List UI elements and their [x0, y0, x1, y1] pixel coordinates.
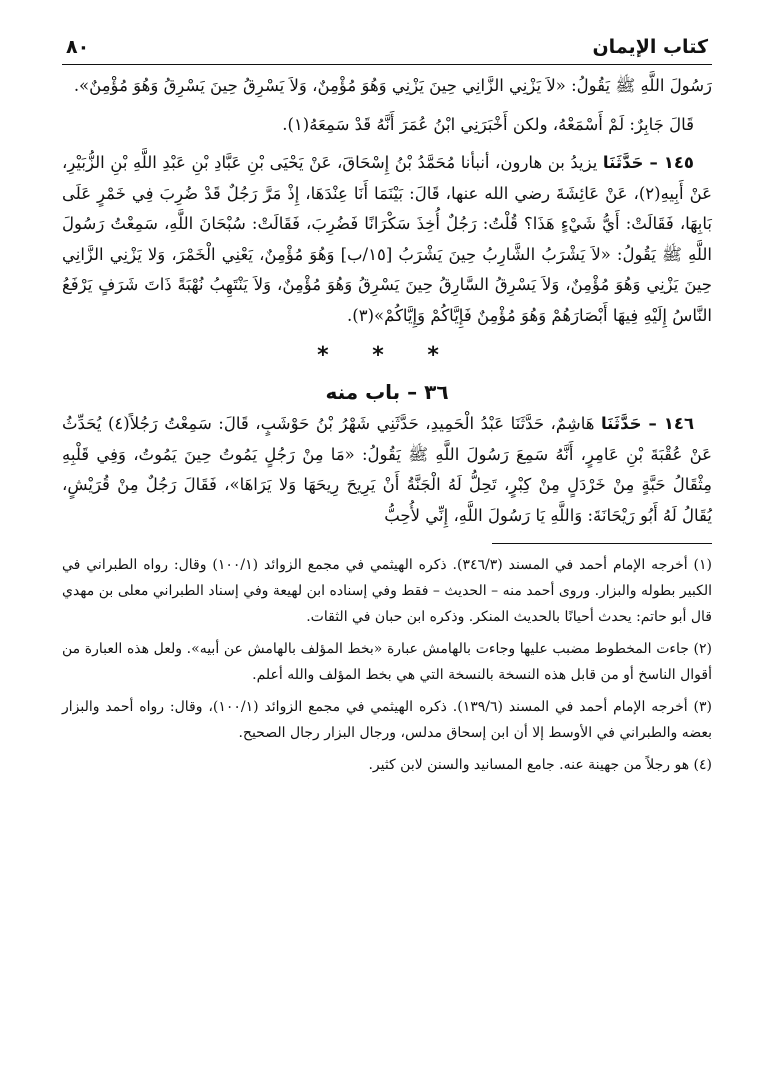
- page-header: [62, 34, 712, 62]
- paragraph-text: هَاشِمٌ، حَدَّثَنَا عَبْدُ الْحَمِيدِ، حَدَّثَنِي شَهْرُ بْنُ حَوْشَبٍ، قَالَ: سَمِعْتُ رَجُلاً(٤) يُحَدِّثُ عَنْ عُقْبَةَ بْنِ عَامِرٍ، أَنَّهُ سَمِعَ رَسُولَ اللَّهِ ﷺ يَقُولُ: «مَا مِنْ رَجُلٍ يَمُوتُ حِينَ يَمُوتُ، وَفِي قَلْبِهِ مِثْقَالُ حَبَّةٍ مِنْ خَرْدَلٍ مِنْ كِبْرٍ، تَحِلُّ لَهُ الْجَنَّةُ أَنْ يَرِيحَ رِيحَهَا وَلا يَرَاهَا»، فَقَالَ رَجُلٌ مِنْ قُرَيْشٍ، يُقَالُ لَهُ أَبُو رَيْحَانَةَ: وَاللَّهِ يَا رَسُولَ اللَّهِ، إِنِّي لأُحِبُّ: [62, 414, 712, 525]
- hadith-number: ١٤٥ – حَدَّثَنَا: [602, 153, 694, 172]
- main-text: [62, 71, 712, 531]
- paragraph-text: يزيدُ بن هارون، أنبأنا مُحَمَّدُ بْنُ إِسْحَاقَ، عَنْ يَحْيَى بْنِ عَبَّادِ بْنِ عَبْدِ اللَّهِ بْنِ الزُّبَيْرِ، عَنْ أَبِيهِ(٢)، عَنْ عَائِشَةَ رضي الله عنها، قَالَ: بَيْنَمَا أَنَا عِنْدَهَا، إِذْ مَرَّ رَجُلٌ قَدْ ضُرِبَ فِي خَمْرٍ عَلَى بَابِهَا، فَقَالَتْ: أَيُّ شَيْءٍ هَذَا؟ قُلْتُ: رَجُلٌ أُخِذَ سَكْرَانًا فَضُرِبَ، فَقَالَتْ: سُبْحَانَ اللَّهِ، سَمِعْتُ رَسُولَ اللَّهِ ﷺ يَقُولُ: «لاَ يَشْرَبُ الشَّارِبُ حِينَ يَشْرَبُ [١٥/ب] وَهُوَ مُؤْمِنٌ، يَعْنِي الْخَمْرَ، وَلا يَزْنِي الزَّانِي حِينَ يَزْنِي وَهُوَ مُؤْمِنٌ، وَلاَ يَسْرِقُ السَّارِقُ حِينَ يَسْرِقُ وَهُوَ مُؤْمِنٌ، وَلاَ يَنْتَهِبُ نُهْبَةً ذَاتَ شَرَفٍ يَرْفَعُ النَّاسُ إِلَيْهِ فِيهَا أَبْصَارَهُمْ وَهُوَ مُؤْمِنٌ فَإِيَّاكُمْ وَإِيَّاكُمْ»(٣).: [62, 153, 712, 325]
- chapter-title: ٣٦ – باب منه: [325, 380, 449, 404]
- book-page: [62, 34, 712, 784]
- paragraph: [62, 71, 712, 102]
- hadith-number: ١٤٦ – حَدَّثَنَا: [600, 414, 695, 433]
- footnote-4: (٤) هو رجلاً من جهينة عنه. جامع المسانيد والسنن لابن كثير.: [368, 757, 712, 773]
- book-title: كتاب الإيمان: [592, 36, 708, 58]
- page-number: ٨٠: [66, 36, 90, 58]
- hadith-145: [62, 148, 712, 331]
- footnote-2: (٢) جاءت المخطوط مضبب عليها وجاءت بالهامش عبارة «بخط المؤلف بالهامش عن أبيه». ولعل هذه العبارة من أقوال الناسخ أو من قابل هذه النسخة بالنسخة التي هي بخط المؤلف والله أعلم.: [62, 641, 712, 683]
- paragraph-text: رَسُولَ اللَّهِ ﷺ يَقُولُ: «لاَ يَزْنِي الزَّانِي حِينَ يَزْنِي وَهُوَ مُؤْمِنٌ، وَلاَ يَسْرِقُ حِينَ يَسْرِقُ وَهُوَ مُؤْمِنٌ».: [73, 76, 712, 95]
- paragraph-text: قَالَ جَابِرٌ: لَمْ أَسْمَعْهُ، ولكن أَخْبَرَنِي ابْنُ عُمَرَ أَنَّهُ قَدْ سَمِعَهُ(١).: [282, 114, 694, 134]
- hadith-146: [62, 409, 712, 531]
- footnote-1: (١) أخرجه الإمام أحمد في المسند (٣٤٦/٣). ذكره الهيثمي في مجمع الزوائد (١٠٠/١) وقال: رواه الطبراني في الكبير بطوله والبزار. وروى أحمد منه – الحديث – فقط وفي إسناده ابن لهيعة وفي إسناد الطبراني معلى بن مهدي قال أبو حاتم: يحدث أحيانًا بالحديث المنكر. وذكره ابن حبان في الثقات.: [62, 557, 712, 625]
- header-divider: [62, 64, 712, 65]
- paragraph: [62, 110, 712, 141]
- footnote-3: (٣) أخرجه الإمام أحمد في المسند (١٣٩/٦). ذكره الهيثمي في مجمع الزوائد (١٠٠/١)، وقال: رواه أحمد والبزار بعضه والطبراني في الأوسط إلا أن ابن إسحاق مدلس، ورجال البزار رجال الصحيح.: [62, 699, 712, 741]
- section-separator: * * *: [317, 343, 457, 368]
- footnotes: [62, 552, 712, 778]
- footnote-divider: [492, 543, 712, 544]
